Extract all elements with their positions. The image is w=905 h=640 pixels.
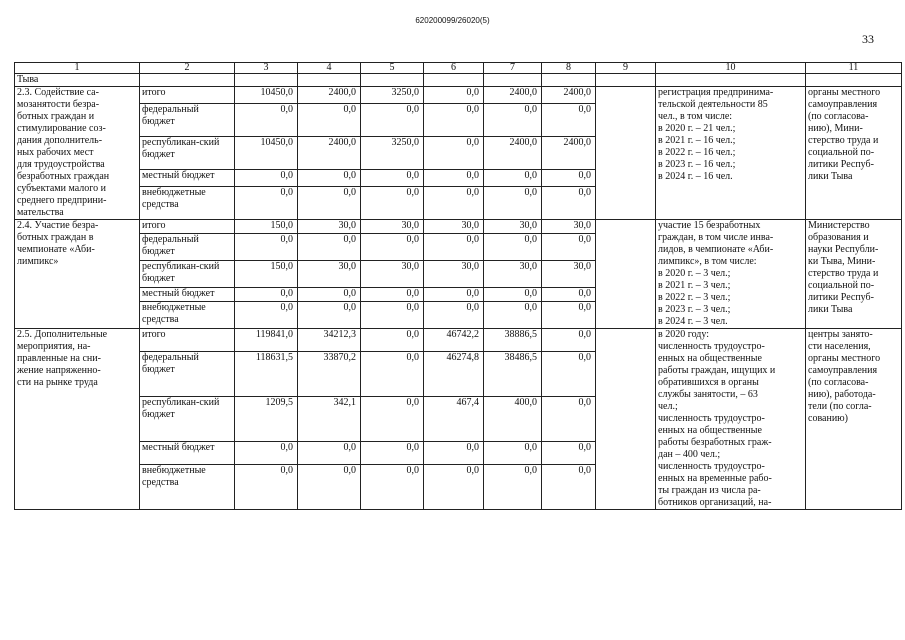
- amount-cell: 0,0: [235, 301, 298, 328]
- column-number: 6: [424, 63, 484, 74]
- amount-cell: 1209,5: [235, 397, 298, 442]
- amount-cell: 467,4: [424, 397, 484, 442]
- amount-cell: 2400,0: [542, 137, 596, 170]
- column-number: 7: [484, 63, 542, 74]
- amount-cell: 2400,0: [298, 87, 361, 104]
- funding-source: итого: [140, 87, 235, 104]
- expected-result: в 2020 году: численность трудоустро- енных на общественные работы граждан, ищущих и обратившихся в органы службы занятости, – 63 чел.; численность трудоустро- енных на общественные работы безработных граж- дан – 400 чел.; численность трудоустро- енных на временные рабо- ты граждан из числа ра- ботников организаций, на-: [656, 329, 806, 510]
- amount-cell: 0,0: [235, 465, 298, 510]
- amount-cell: 0,0: [298, 104, 361, 137]
- table-row: [15, 329, 902, 352]
- page-number: 33: [862, 32, 874, 46]
- amount-cell: 118631,5: [235, 352, 298, 397]
- amount-cell: 3250,0: [361, 87, 424, 104]
- region-label: Тыва: [15, 74, 140, 87]
- amount-cell: 0,0: [424, 234, 484, 261]
- column-number-row: [15, 63, 902, 74]
- amount-cell: 0,0: [361, 465, 424, 510]
- column-number: 2: [140, 63, 235, 74]
- amount-cell: 0,0: [542, 352, 596, 397]
- column-number: 8: [542, 63, 596, 74]
- table-row: [15, 87, 902, 104]
- amount-cell: 0,0: [542, 301, 596, 328]
- column-number: 5: [361, 63, 424, 74]
- amount-cell: 38486,5: [484, 352, 542, 397]
- amount-cell: 342,1: [298, 397, 361, 442]
- amount-cell: 0,0: [542, 187, 596, 220]
- column-number: 9: [596, 63, 656, 74]
- amount-cell: 30,0: [424, 260, 484, 287]
- amount-cell: 0,0: [424, 301, 484, 328]
- amount-cell: 2400,0: [484, 137, 542, 170]
- column-number: 10: [656, 63, 806, 74]
- amount-cell: 0,0: [484, 187, 542, 220]
- amount-cell: 0,0: [298, 287, 361, 301]
- amount-cell: 0,0: [542, 465, 596, 510]
- amount-cell: 0,0: [542, 169, 596, 186]
- amount-cell: 0,0: [298, 301, 361, 328]
- amount-cell: 0,0: [424, 137, 484, 170]
- table-row: [15, 220, 902, 234]
- amount-cell: 30,0: [361, 260, 424, 287]
- amount-cell: 0,0: [298, 169, 361, 186]
- amount-cell: 0,0: [542, 329, 596, 352]
- measure-name: 2.3. Содействие са- мозанятости безра- ботных граждан и стимулирование соз- дания дополнитель- ных рабочих мест для трудоустройства безработных граждан субъектами малого и среднего предприни- мательства: [15, 87, 140, 220]
- amount-cell: 0,0: [361, 441, 424, 464]
- amount-cell: 0,0: [235, 169, 298, 186]
- amount-cell: 0,0: [484, 301, 542, 328]
- amount-cell: 46274,8: [424, 352, 484, 397]
- amount-cell: 46742,2: [424, 329, 484, 352]
- amount-cell: 0,0: [542, 287, 596, 301]
- funding-source: внебюджетные средства: [140, 301, 235, 328]
- amount-cell: 30,0: [542, 220, 596, 234]
- funding-source: внебюджетные средства: [140, 465, 235, 510]
- amount-cell: 30,0: [298, 220, 361, 234]
- funding-source: итого: [140, 329, 235, 352]
- funding-source: итого: [140, 220, 235, 234]
- amount-cell: 0,0: [484, 234, 542, 261]
- amount-cell: 0,0: [542, 441, 596, 464]
- amount-cell: 0,0: [542, 397, 596, 442]
- funding-source: республикан-ский бюджет: [140, 260, 235, 287]
- amount-cell: 30,0: [361, 220, 424, 234]
- amount-cell: 0,0: [424, 287, 484, 301]
- amount-cell: 0,0: [361, 397, 424, 442]
- funding-source: местный бюджет: [140, 169, 235, 186]
- expected-result: участие 15 безработных граждан, в том числе инва- лидов, в чемпионате «Аби- лимпикс», в том числе: в 2020 г. – 3 чел.; в 2021 г. – 3 чел.; в 2022 г. – 3 чел.; в 2023 г. – 3 чел.; в 2024 г. – 3 чел.: [656, 220, 806, 329]
- amount-cell: 0,0: [361, 104, 424, 137]
- amount-cell: 0,0: [298, 441, 361, 464]
- amount-cell: 400,0: [484, 397, 542, 442]
- amount-cell: 0,0: [484, 169, 542, 186]
- amount-cell: 0,0: [424, 169, 484, 186]
- region-row: [15, 74, 902, 87]
- funding-source: республикан-ский бюджет: [140, 397, 235, 442]
- amount-cell: 3250,0: [361, 137, 424, 170]
- measure-name: 2.4. Участие безра- ботных граждан в чемпионате «Аби- лимпикс»: [15, 220, 140, 329]
- amount-cell: 2400,0: [484, 87, 542, 104]
- amount-cell: 0,0: [484, 104, 542, 137]
- amount-cell: 34212,3: [298, 329, 361, 352]
- amount-cell: 0,0: [298, 187, 361, 220]
- expected-result: регистрация предпринима- тельской деятельности 85 чел., в том числе: в 2020 г. – 21 чел.; в 2021 г. – 16 чел.; в 2022 г. – 16 чел.; в 2023 г. – 16 чел.; в 2024 г. – 16 чел.: [656, 87, 806, 220]
- amount-cell: 2400,0: [298, 137, 361, 170]
- amount-cell: 0,0: [424, 104, 484, 137]
- funding-source: местный бюджет: [140, 441, 235, 464]
- amount-cell: 38886,5: [484, 329, 542, 352]
- funding-source: внебюджетные средства: [140, 187, 235, 220]
- amount-cell: 30,0: [424, 220, 484, 234]
- amount-cell: 0,0: [484, 441, 542, 464]
- column-number: 4: [298, 63, 361, 74]
- amount-cell: 0,0: [361, 352, 424, 397]
- empty-cell: [596, 329, 656, 510]
- amount-cell: 0,0: [542, 104, 596, 137]
- empty-cell: [596, 220, 656, 329]
- amount-cell: 2400,0: [542, 87, 596, 104]
- responsible-executors: центры занято- сти населения, органы местного самоуправления (по согласова- нию), работода- тели (по согла- сованию): [806, 329, 902, 510]
- funding-source: федеральный бюджет: [140, 104, 235, 137]
- column-number: 3: [235, 63, 298, 74]
- amount-cell: 150,0: [235, 260, 298, 287]
- amount-cell: 0,0: [361, 329, 424, 352]
- amount-cell: 0,0: [235, 187, 298, 220]
- budget-table: [14, 62, 902, 510]
- amount-cell: 0,0: [542, 234, 596, 261]
- amount-cell: 0,0: [484, 465, 542, 510]
- amount-cell: 0,0: [361, 234, 424, 261]
- responsible-executors: Министерство образования и науки Республи- ки Тыва, Мини- стерство труда и социальной по- литики Респуб- лики Тыва: [806, 220, 902, 329]
- amount-cell: 30,0: [484, 260, 542, 287]
- amount-cell: 10450,0: [235, 87, 298, 104]
- funding-source: республикан-ский бюджет: [140, 137, 235, 170]
- amount-cell: 0,0: [235, 441, 298, 464]
- amount-cell: 0,0: [361, 287, 424, 301]
- empty-cell: [596, 87, 656, 220]
- amount-cell: 30,0: [298, 260, 361, 287]
- amount-cell: 30,0: [542, 260, 596, 287]
- amount-cell: 0,0: [235, 104, 298, 137]
- amount-cell: 0,0: [424, 465, 484, 510]
- amount-cell: 0,0: [424, 441, 484, 464]
- column-number: 11: [806, 63, 902, 74]
- funding-source: местный бюджет: [140, 287, 235, 301]
- measure-name: 2.5. Дополнительные мероприятия, на- правленные на сни- жение напряженно- сти на рынке труда: [15, 329, 140, 510]
- amount-cell: 150,0: [235, 220, 298, 234]
- amount-cell: 0,0: [424, 87, 484, 104]
- amount-cell: 0,0: [361, 301, 424, 328]
- amount-cell: 0,0: [235, 234, 298, 261]
- amount-cell: 0,0: [424, 187, 484, 220]
- document-number: 620200099/26020(5): [415, 16, 490, 25]
- amount-cell: 30,0: [484, 220, 542, 234]
- amount-cell: 0,0: [235, 287, 298, 301]
- amount-cell: 0,0: [484, 287, 542, 301]
- amount-cell: 33870,2: [298, 352, 361, 397]
- amount-cell: 0,0: [298, 234, 361, 261]
- amount-cell: 10450,0: [235, 137, 298, 170]
- amount-cell: 0,0: [298, 465, 361, 510]
- amount-cell: 0,0: [361, 169, 424, 186]
- amount-cell: 0,0: [361, 187, 424, 220]
- responsible-executors: органы местного самоуправления (по согласова- нию), Мини- стерство труда и социальной по- литики Респуб- лики Тыва: [806, 87, 902, 220]
- amount-cell: 119841,0: [235, 329, 298, 352]
- funding-source: федеральный бюджет: [140, 352, 235, 397]
- funding-source: федеральный бюджет: [140, 234, 235, 261]
- column-number: 1: [15, 63, 140, 74]
